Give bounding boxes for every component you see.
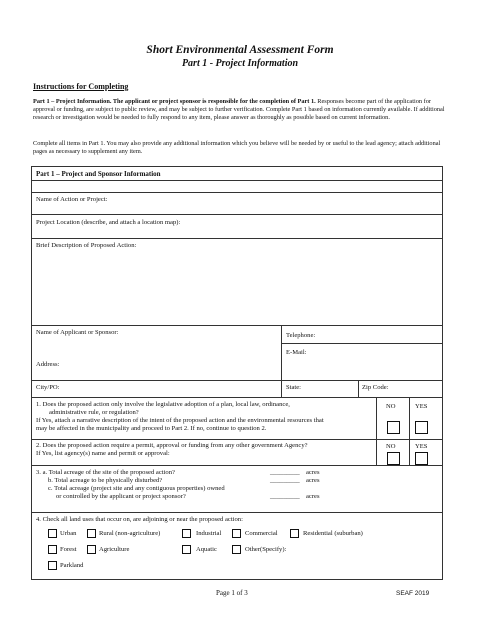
industrial-commercial-checkbox[interactable] <box>232 529 241 538</box>
other-label: Other(Specify): <box>245 546 287 553</box>
brief-description-field[interactable]: Brief Description of Proposed Action: <box>36 242 137 249</box>
project-location-field[interactable]: Project Location (describe, and attach a location map): <box>36 219 181 226</box>
question-1-line-2: administrative rule, or regulation? <box>49 409 139 416</box>
acres-3c-input[interactable]: _________ <box>270 493 300 500</box>
question-1-line-3: If Yes, attach a narrative description of the intent of the proposed action and the environmental resources that <box>36 417 324 424</box>
question-2-line-2: If Yes, list agency(s) name and permit or approval: <box>36 450 170 457</box>
agriculture-label: Agriculture <box>99 546 130 553</box>
other-checkbox[interactable] <box>232 545 241 554</box>
acres-3a-unit: acres <box>306 469 320 476</box>
q1-yes-checkbox[interactable] <box>415 421 428 434</box>
address-field[interactable]: Address: <box>36 361 60 368</box>
question-3a: 3. a. Total acreage of the site of the proposed action? <box>36 469 175 476</box>
commercial-label: Commercial <box>245 530 278 537</box>
agriculture-checkbox[interactable] <box>87 545 96 554</box>
question-3b: b. Total acreage to be physically disturbed? <box>48 477 163 484</box>
question-2-line-1: 2. Does the proposed action require a permit, approval or funding from any other government Agency? <box>36 442 308 449</box>
page-number: Page 1 of 3 <box>216 589 248 597</box>
form-title: Short Environmental Assessment Form <box>146 44 334 56</box>
telephone-field[interactable]: Telephone: <box>286 332 316 339</box>
acres-3b-unit: acres <box>306 477 320 484</box>
q2-no-label: NO <box>386 443 396 450</box>
question-1-line-4: may be affected in the municipality and proceed to Part 2. If no, continue to question 2. <box>36 425 267 432</box>
state-field[interactable]: State: <box>286 384 302 391</box>
industrial-label: Industrial <box>196 530 222 537</box>
aquatic-checkbox[interactable] <box>182 545 191 554</box>
acres-3a-input[interactable]: _________ <box>270 469 300 476</box>
aquatic-label: Aquatic <box>196 546 217 553</box>
name-of-action-field[interactable]: Name of Action or Project: <box>36 196 108 203</box>
parkland-label: Parkland <box>60 562 84 569</box>
urban-label: Urban <box>60 530 77 537</box>
acres-3c-unit: acres <box>306 493 320 500</box>
applicant-name-field[interactable]: Name of Applicant or Sponsor: <box>36 329 119 336</box>
question-3c-line-2: or controlled by the applicant or project sponsor? <box>56 493 186 500</box>
zip-field[interactable]: Zip Code: <box>362 384 389 391</box>
instructions-paragraph-2: Complete all items in Part 1. You may also provide any additional information which you believe will be needed by or useful to the lead agency; attach additional pages as necessary to supplement any item. <box>33 140 441 155</box>
q2-yes-label: YES <box>415 443 428 450</box>
rural-checkbox[interactable] <box>87 529 96 538</box>
industrial-checkbox[interactable] <box>182 529 191 538</box>
section-title: Part 1 – Project and Sponsor Information <box>36 170 161 178</box>
question-3c-line-1: c. Total acreage (project site and any contiguous properties) owned <box>48 485 225 492</box>
forest-label: Forest <box>60 546 77 553</box>
residential-label: Residential (suburban) <box>303 530 363 537</box>
city-field[interactable]: City/PO: <box>36 384 60 391</box>
parkland-checkbox[interactable] <box>48 561 57 570</box>
instructions-paragraph-1 <box>33 98 451 122</box>
q2-yes-checkbox[interactable] <box>415 452 428 465</box>
q2-no-checkbox[interactable] <box>387 452 400 465</box>
commercial-residential-checkbox[interactable] <box>290 529 299 538</box>
forest-checkbox[interactable] <box>48 545 57 554</box>
form-code: SEAF 2019 <box>396 590 430 597</box>
rural-label: Rural (non-agriculture) <box>99 530 161 537</box>
urban-checkbox[interactable] <box>48 529 57 538</box>
q1-no-checkbox[interactable] <box>387 421 400 434</box>
q1-no-label: NO <box>386 403 396 410</box>
instructions-lead: Part 1 – Project Information. The applicant or project sponsor is responsible for the completion of Part 1. <box>33 98 316 105</box>
instructions-heading: Instructions for Completing <box>33 82 129 91</box>
q1-yes-label: YES <box>415 403 428 410</box>
acres-3b-input[interactable]: _________ <box>270 477 300 484</box>
question-4: 4. Check all land uses that occur on, are adjoining or near the proposed action: <box>36 516 243 523</box>
form-subtitle: Part 1 - Project Information <box>181 58 299 69</box>
instructions-body: Responses become part of the application for approval or funding, are subject to public review, and may be subject to further verification. Complete Part 1 based on information currently available. If additional research or investigation would be needed to fully respond to any item, please answer as thoroughly as possible based on current information. <box>33 98 445 121</box>
email-field[interactable]: E-Mail: <box>286 349 307 356</box>
question-1-line-1: 1. Does the proposed action only involve the legislative adoption of a plan, local law, ordinance, <box>36 401 290 408</box>
